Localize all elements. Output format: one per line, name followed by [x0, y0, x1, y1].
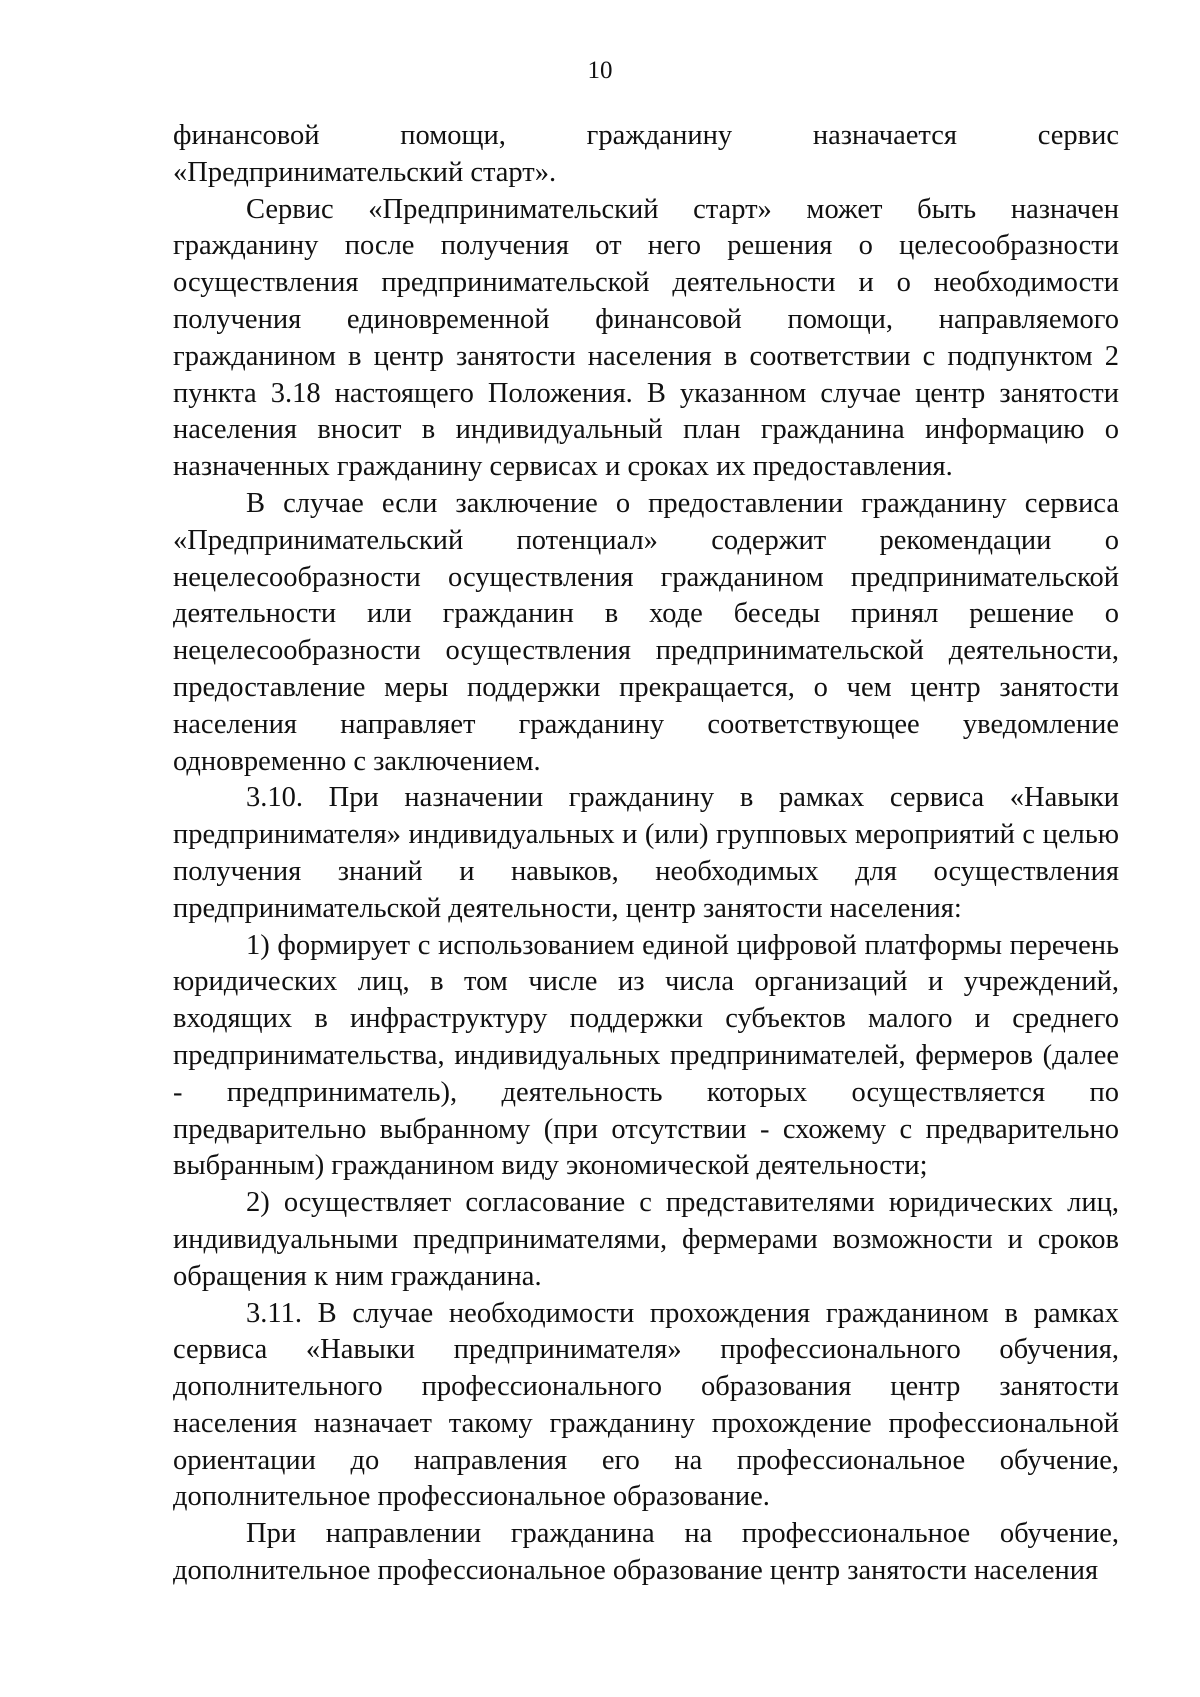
document-body — [173, 118, 1119, 1590]
page-number: 10 — [587, 57, 613, 84]
paragraph-6-item-2: 2) осуществляет согласование с представителями юридических лиц, индивидуальными предпринимателями, фермерами возможности и сроков обращения к ним гражданина. — [173, 1187, 1119, 1292]
paragraph-5-item-1: 1) формирует с использованием единой цифровой платформы перечень юридических лиц, в том числе из числа организаций и учреждений, входящих в инфраструктуру поддержки субъектов малого и среднего предпринимательства, индивидуальных предпринимателей, фермеров (далее - предприниматель), деятельность которых осуществляется по предварительно выбранному (при отсутствии - схожему с предварительно выбранным) гражданином виду экономической деятельности; — [173, 929, 1119, 1182]
paragraph-7-section-3-11: 3.11. В случае необходимости прохождения гражданином в рамках сервиса «Навыки предпринимателя» профессионального обучения, дополнительного профессионального образования центр занятости населения назначает такому гражданину прохождение профессиональной ориентации до направления его на профессиональное обучение, дополнительное профессиональное образование. — [173, 1297, 1119, 1513]
paragraph-3: В случае если заключение о предоставлении гражданину сервиса «Предпринимательский потенциал» содержит рекомендации о нецелесообразности осуществления гражданином предпринимательской деятельности или гражданин в ходе беседы принял решение о нецелесообразности осуществления предпринимательской деятельности, предоставление меры поддержки прекращается, о чем центр занятости населения направляет гражданину соответствующее уведомление одновременно с заключением. — [173, 487, 1119, 777]
paragraph-4-section-3-10: 3.10. При назначении гражданину в рамках сервиса «Навыки предпринимателя» индивидуальных и (или) групповых мероприятий с целью получения знаний и навыков, необходимых для осуществления предпринимательской деятельности, центр занятости населения: — [173, 782, 1119, 924]
paragraph-1: финансовой помощи, гражданину назначается сервис «Предпринимательский старт». — [173, 120, 1119, 188]
paragraph-2: Сервис «Предпринимательский старт» может быть назначен гражданину после получения от него решения о целесообразности осуществления предпринимательской деятельности и о необходимости получения единовременной финансовой помощи, направляемого гражданином в центр занятости населения в соответствии с подпунктом 2 пункта 3.18 настоящего Положения. В указанном случае центр занятости населения вносит в индивидуальный план гражданина информацию о назначенных гражданину сервисах и сроках их предоставления. — [173, 193, 1119, 483]
paragraph-8: При направлении гражданина на профессиональное обучение, дополнительное профессиональное образование центр занятости населения — [173, 1518, 1119, 1587]
